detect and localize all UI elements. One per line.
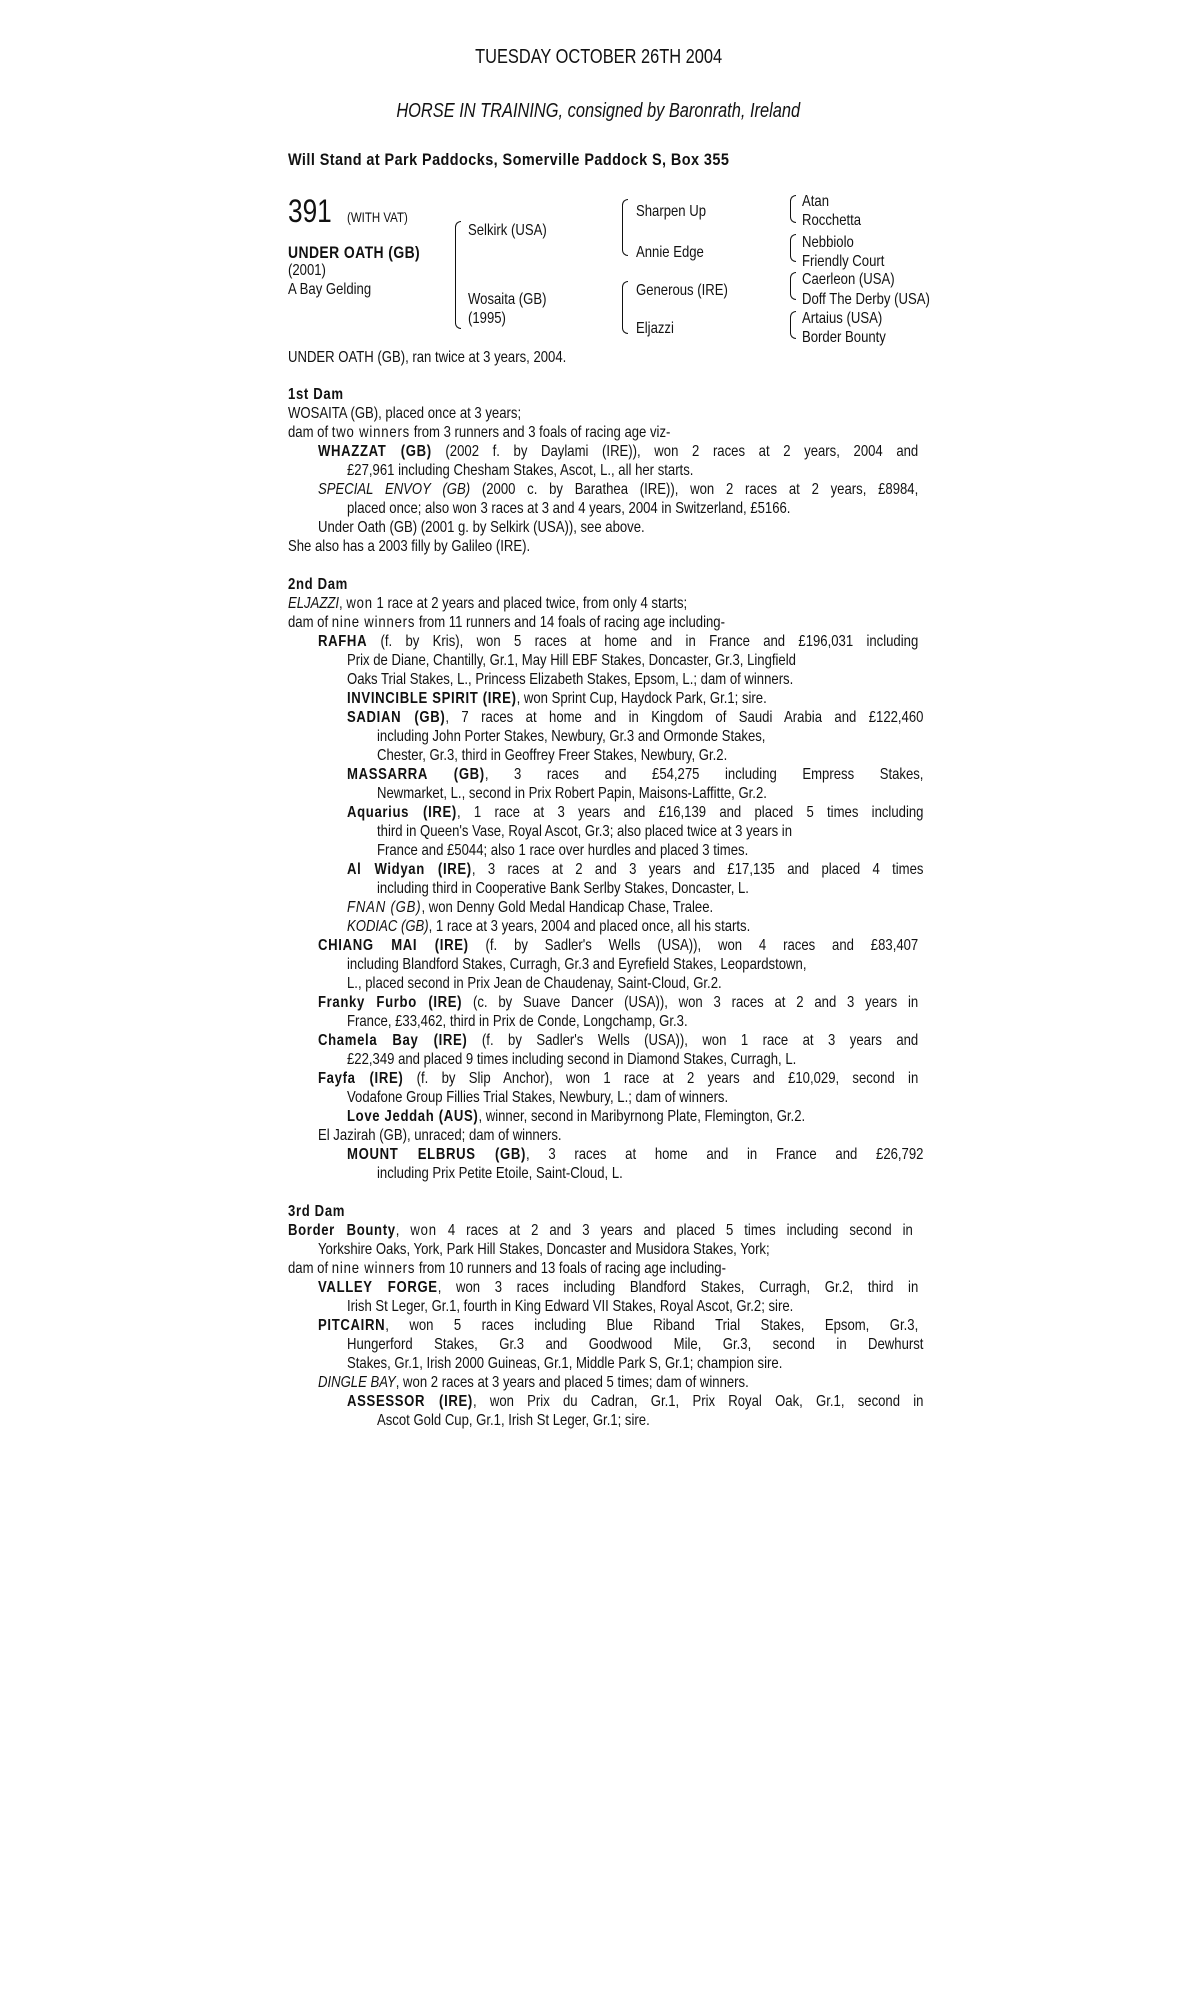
second-dam-line: Prix de Diane, Chantilly, Gr.1, May Hill EBF Stakes, Doncaster, Gr.3, Lingfield — [347, 652, 796, 669]
second-dam-line: France, £33,462, third in Prix de Conde, Longchamp, Gr.3. — [347, 1013, 688, 1030]
pedigree-brace-2 — [622, 199, 628, 256]
second-dam-line: £22,349 and placed 9 times including second in Diamond Stakes, Curragh, L. — [347, 1051, 797, 1068]
third-dam-line: Ascot Gold Cup, Gr.1, Irish St Leger, Gr.1; sire. — [377, 1412, 650, 1429]
first-dam-line: £27,961 including Chesham Stakes, Ascot, L., all her starts. — [347, 462, 694, 479]
second-dam-line: El Jazirah (GB), unraced; dam of winners. — [318, 1127, 562, 1144]
pedigree-grandsire-2: Generous (IRE) — [636, 282, 728, 299]
pedigree-g3-3: Nebbiolo — [802, 234, 854, 251]
second-dam-line: Chamela Bay (IRE) (f. by Sadler's Wells (USA)), won 1 race at 3 years and — [318, 1032, 919, 1049]
consignment-line: HORSE IN TRAINING, consigned by Baronrath, Ireland — [396, 100, 801, 122]
pedigree-g3-6: Doff The Derby (USA) — [802, 291, 930, 308]
second-dam-line: Newmarket, L., second in Prix Robert Papin, Maisons-Laffitte, Gr.2. — [377, 785, 767, 802]
first-dam-line: Under Oath (GB) (2001 g. by Selkirk (USA)), see above. — [318, 519, 645, 536]
third-dam-line: DINGLE BAY, won 2 races at 3 years and placed 5 times; dam of winners. — [318, 1374, 749, 1391]
third-dam-line: Irish St Leger, Gr.1, fourth in King Edward VII Stakes, Royal Ascot, Gr.2; sire. — [347, 1298, 794, 1315]
second-dam-line: Oaks Trial Stakes, L., Princess Elizabeth Stakes, Epsom, L.; dam of winners. — [347, 671, 794, 688]
second-dam-line: Aquarius (IRE), 1 race at 3 years and £16,139 and placed 5 times including — [347, 804, 924, 821]
second-dam-heading: 2nd Dam — [288, 576, 349, 593]
horse-year: (2001) — [288, 262, 326, 279]
first-dam-line: She also has a 2003 filly by Galileo (IRE). — [288, 538, 531, 555]
third-dam-line: ASSESSOR (IRE), won Prix du Cadran, Gr.1, Prix Royal Oak, Gr.1, second in — [347, 1393, 924, 1410]
third-dam-line: Yorkshire Oaks, York, Park Hill Stakes, Doncaster and Musidora Stakes, York; — [318, 1241, 770, 1258]
horse-name: UNDER OATH (GB) — [288, 243, 421, 262]
third-dam-line: VALLEY FORGE, won 3 races including Blandford Stakes, Curragh, Gr.2, third in — [318, 1279, 919, 1296]
pedigree-g3-5: Caerleon (USA) — [802, 271, 895, 288]
pedigree-g3-2: Rocchetta — [802, 212, 862, 229]
pedigree-g3-8: Border Bounty — [802, 329, 886, 346]
third-dam-line: dam of nine winners from 10 runners and 13 foals of racing age including- — [288, 1260, 726, 1277]
second-dam-line: FNAN (GB), won Denny Gold Medal Handicap Chase, Tralee. — [347, 899, 714, 916]
second-dam-line: Al Widyan (IRE), 3 races at 2 and 3 years and £17,135 and placed 4 times — [347, 861, 924, 878]
second-dam-line: KODIAC (GB), 1 race at 3 years, 2004 and placed once, all his starts. — [347, 918, 751, 935]
second-dam-line: L., placed second in Prix Jean de Chaudenay, Saint-Cloud, Gr.2. — [347, 975, 722, 992]
pedigree-grandsire-1: Sharpen Up — [636, 203, 707, 220]
first-dam-line: dam of two winners from 3 runners and 3 foals of racing age viz- — [288, 424, 671, 441]
sale-date: TUESDAY OCTOBER 26TH 2004 — [474, 46, 722, 68]
stand-location: Will Stand at Park Paddocks, Somerville Paddock S, Box 355 — [288, 150, 730, 169]
race-summary: UNDER OATH (GB), ran twice at 3 years, 2004. — [288, 349, 567, 366]
second-dam-line: SADIAN (GB), 7 races at home and in Kingdom of Saudi Arabia and £122,460 — [347, 709, 924, 726]
first-dam-heading: 1st Dam — [288, 386, 344, 403]
pedigree-dam-year: (1995) — [468, 310, 506, 327]
third-dam-line: PITCAIRN, won 5 races including Blue Riband Trial Stakes, Epsom, Gr.3, — [318, 1317, 919, 1334]
pedigree-dam: Wosaita (GB) — [468, 291, 547, 308]
third-dam-line: Hungerford Stakes, Gr.3 and Goodwood Mile, Gr.3, second in Dewhurst — [347, 1336, 924, 1353]
pedigree-g3-7: Artaius (USA) — [802, 310, 883, 327]
second-dam-line: CHIANG MAI (IRE) (f. by Sadler's Wells (USA)), won 4 races and £83,407 — [318, 937, 919, 954]
lot-number: 391 — [288, 193, 332, 229]
second-dam-line: MASSARRA (GB), 3 races and £54,275 including Empress Stakes, — [347, 766, 924, 783]
third-dam-line: Border Bounty, won 4 races at 2 and 3 years and placed 5 times including second in — [288, 1222, 913, 1239]
first-dam-line: placed once; also won 3 races at 3 and 4 years, 2004 in Switzerland, £5166. — [347, 500, 791, 517]
vat-note: (WITH VAT) — [347, 209, 408, 225]
pedigree-brace-5 — [790, 234, 796, 262]
third-dam-heading: 3rd Dam — [288, 1203, 346, 1220]
second-dam-line: Fayfa (IRE) (f. by Slip Anchor), won 1 race at 2 years and £10,029, second in — [318, 1070, 919, 1087]
third-dam-line: Stakes, Gr.1, Irish 2000 Guineas, Gr.1, Middle Park S, Gr.1; champion sire. — [347, 1355, 783, 1372]
second-dam-line: ELJAZZI, won 1 race at 2 years and placed twice, from only 4 starts; — [288, 595, 688, 612]
second-dam-line: INVINCIBLE SPIRIT (IRE), won Sprint Cup, Haydock Park, Gr.1; sire. — [347, 690, 767, 707]
first-dam-line: WOSAITA (GB), placed once at 3 years; — [288, 405, 522, 422]
second-dam-line: France and £5044; also 1 race over hurdles and placed 3 times. — [377, 842, 749, 859]
second-dam-line: including Prix Petite Etoile, Saint-Cloud, L. — [377, 1165, 623, 1182]
pedigree-granddam-2: Eljazzi — [636, 320, 674, 337]
second-dam-line: third in Queen's Vase, Royal Ascot, Gr.3; also placed twice at 3 years in — [377, 823, 793, 840]
second-dam-line: Chester, Gr.3, third in Geoffrey Freer Stakes, Newbury, Gr.2. — [377, 747, 728, 764]
pedigree-brace-7 — [790, 311, 796, 339]
first-dam-line: WHAZZAT (GB) (2002 f. by Daylami (IRE)), won 2 races at 2 years, 2004 and — [318, 443, 919, 460]
pedigree-granddam-1: Annie Edge — [636, 244, 704, 261]
second-dam-line: including John Porter Stakes, Newbury, Gr.3 and Ormonde Stakes, — [377, 728, 766, 745]
second-dam-line: RAFHA (f. by Kris), won 5 races at home and in France and £196,031 including — [318, 633, 919, 650]
horse-description: A Bay Gelding — [288, 281, 372, 298]
pedigree-brace-1 — [455, 221, 461, 329]
second-dam-line: MOUNT ELBRUS (GB), 3 races at home and in France and £26,792 — [347, 1146, 924, 1163]
second-dam-line: including third in Cooperative Bank Serlby Stakes, Doncaster, L. — [377, 880, 749, 897]
pedigree-brace-6 — [790, 272, 796, 300]
pedigree-g3-4: Friendly Court — [802, 253, 885, 270]
first-dam-line: SPECIAL ENVOY (GB) (2000 c. by Barathea (IRE)), won 2 races at 2 years, £8984, — [318, 481, 919, 498]
pedigree-g3-1: Atan — [802, 193, 829, 210]
second-dam-line: Love Jeddah (AUS), winner, second in Maribyrnong Plate, Flemington, Gr.2. — [347, 1108, 806, 1125]
second-dam-line: Franky Furbo (IRE) (c. by Suave Dancer (USA)), won 3 races at 2 and 3 years in — [318, 994, 919, 1011]
second-dam-line: Vodafone Group Fillies Trial Stakes, Newbury, L.; dam of winners. — [347, 1089, 729, 1106]
second-dam-line: dam of nine winners from 11 runners and 14 foals of racing age including- — [288, 614, 725, 631]
pedigree-brace-4 — [790, 195, 796, 223]
pedigree-sire: Selkirk (USA) — [468, 222, 547, 239]
pedigree-brace-3 — [622, 281, 628, 334]
second-dam-line: including Blandford Stakes, Curragh, Gr.3 and Eyrefield Stakes, Leopardstown, — [347, 956, 807, 973]
